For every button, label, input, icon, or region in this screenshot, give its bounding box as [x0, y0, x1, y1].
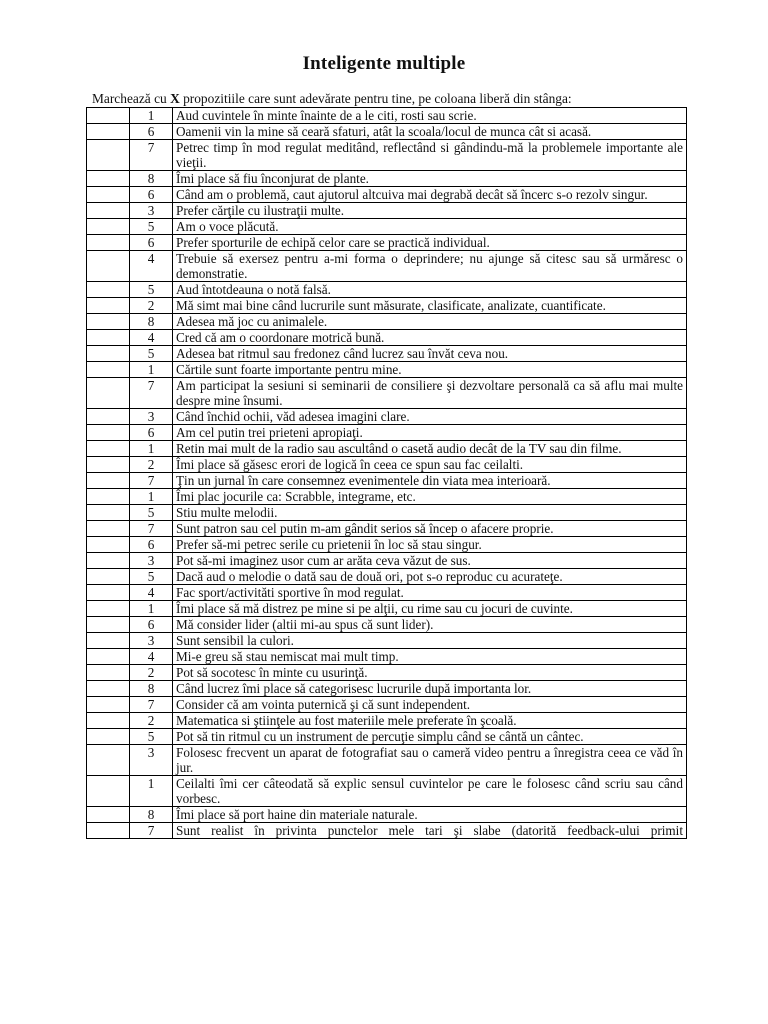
mark-cell[interactable]	[87, 633, 130, 649]
statement-text: Fac sport/activităti sportive în mod regulat.	[173, 585, 687, 601]
statement-text: Îmi place să port haine din materiale naturale.	[173, 807, 687, 823]
statement-text: Adesea bat ritmul sau fredonez când lucrez sau învăt ceva nou.	[173, 346, 687, 362]
table-row	[87, 665, 687, 681]
table-row	[87, 171, 687, 187]
table-row	[87, 219, 687, 235]
mark-cell[interactable]	[87, 457, 130, 473]
mark-cell[interactable]	[87, 251, 130, 282]
table-row	[87, 729, 687, 745]
statement-text: Cred că am o coordonare motrică bună.	[173, 330, 687, 346]
mark-cell[interactable]	[87, 807, 130, 823]
table-row	[87, 697, 687, 713]
statement-text: Retin mai mult de la radio sau ascultând o casetă audio decât de la TV sau din filme.	[173, 441, 687, 457]
category-number: 7	[130, 823, 173, 839]
category-number: 4	[130, 585, 173, 601]
mark-cell[interactable]	[87, 441, 130, 457]
statement-text: Aud întotdeauna o notă falsă.	[173, 282, 687, 298]
category-number: 4	[130, 649, 173, 665]
table-row	[87, 298, 687, 314]
category-number: 6	[130, 235, 173, 251]
table-row	[87, 649, 687, 665]
category-number: 1	[130, 776, 173, 807]
table-row	[87, 569, 687, 585]
mark-cell[interactable]	[87, 569, 130, 585]
mark-cell[interactable]	[87, 649, 130, 665]
table-row	[87, 330, 687, 346]
table-row	[87, 346, 687, 362]
table-row	[87, 362, 687, 378]
table-row	[87, 537, 687, 553]
category-number: 6	[130, 617, 173, 633]
category-number: 2	[130, 457, 173, 473]
category-number: 6	[130, 187, 173, 203]
table-row	[87, 282, 687, 298]
table-row	[87, 505, 687, 521]
table-row	[87, 553, 687, 569]
mark-cell[interactable]	[87, 553, 130, 569]
statement-text: Îmi plac jocurile ca: Scrabble, integrame, etc.	[173, 489, 687, 505]
statement-text: Mă consider lider (altii mi-au spus că sunt lider).	[173, 617, 687, 633]
table-row	[87, 425, 687, 441]
statement-text: Mi-e greu să stau nemiscat mai mult timp.	[173, 649, 687, 665]
category-number: 3	[130, 745, 173, 776]
table-row	[87, 251, 687, 282]
instructions-before: Marchează cu	[92, 91, 171, 106]
statement-text: Am cel putin trei prieteni apropiaţi.	[173, 425, 687, 441]
instructions	[92, 91, 572, 107]
table-row	[87, 314, 687, 330]
statement-text: Cărtile sunt foarte importante pentru mine.	[173, 362, 687, 378]
statement-text: Ceilalti îmi cer câteodată să explic sensul cuvintelor pe care le folosesc când scriu sau când vorbesc.	[173, 776, 687, 807]
statement-text: Când închid ochii, văd adesea imagini clare.	[173, 409, 687, 425]
table-row	[87, 776, 687, 807]
statement-text: Sunt sensibil la culori.	[173, 633, 687, 649]
mark-cell[interactable]	[87, 697, 130, 713]
mark-cell[interactable]	[87, 282, 130, 298]
mark-cell[interactable]	[87, 729, 130, 745]
statement-text: Prefer să-mi petrec serile cu prietenii în loc să stau singur.	[173, 537, 687, 553]
category-number: 6	[130, 537, 173, 553]
category-number: 8	[130, 314, 173, 330]
mark-cell[interactable]	[87, 745, 130, 776]
category-number: 1	[130, 108, 173, 124]
statement-text: Îmi place să mă distrez pe mine si pe alţii, cu rime sau cu jocuri de cuvinte.	[173, 601, 687, 617]
mark-cell[interactable]	[87, 617, 130, 633]
category-number: 3	[130, 409, 173, 425]
mark-cell[interactable]	[87, 140, 130, 171]
category-number: 6	[130, 425, 173, 441]
category-number: 1	[130, 362, 173, 378]
mark-cell[interactable]	[87, 346, 130, 362]
questionnaire-table	[86, 107, 687, 839]
mark-cell[interactable]	[87, 473, 130, 489]
mark-cell[interactable]	[87, 378, 130, 409]
table-row	[87, 823, 687, 839]
category-number: 5	[130, 219, 173, 235]
mark-cell[interactable]	[87, 235, 130, 251]
statement-text: Prefer cărţile cu ilustraţii multe.	[173, 203, 687, 219]
mark-cell[interactable]	[87, 537, 130, 553]
table-row	[87, 601, 687, 617]
statement-text: Dacă aud o melodie o dată sau de două ori, pot s-o reproduc cu acurateţe.	[173, 569, 687, 585]
mark-cell[interactable]	[87, 489, 130, 505]
category-number: 1	[130, 489, 173, 505]
statement-text: Pot să tin ritmul cu un instrument de percuţie simplu când se cântă un cântec.	[173, 729, 687, 745]
statement-text: Trebuie să exersez pentru a-mi forma o deprindere; nu ajunge să citesc sau să urmăresc o demonstratie.	[173, 251, 687, 282]
statement-text: Când lucrez îmi place să categorisesc lucrurile după importanta lor.	[173, 681, 687, 697]
page-title: Inteligente multiple	[302, 53, 466, 74]
statement-text: Pot să-mi imaginez usor cum ar arăta ceva văzut de sus.	[173, 553, 687, 569]
statement-text: Petrec timp în mod regulat meditând, reflectând si gândindu-mă la problemele importante ale vieţii.	[173, 140, 687, 171]
statement-text: Când am o problemă, caut ajutorul altcuiva mai degrabă decât să încerc s-o rezolv singur.	[173, 187, 687, 203]
mark-cell[interactable]	[87, 171, 130, 187]
category-number: 1	[130, 601, 173, 617]
mark-cell[interactable]	[87, 601, 130, 617]
mark-cell[interactable]	[87, 108, 130, 124]
instructions-mark: X	[170, 91, 180, 106]
table-row	[87, 617, 687, 633]
table-row	[87, 108, 687, 124]
statement-text: Consider că am vointa puternică şi că sunt independent.	[173, 697, 687, 713]
category-number: 2	[130, 713, 173, 729]
mark-cell[interactable]	[87, 823, 130, 839]
category-number: 4	[130, 251, 173, 282]
table-row	[87, 124, 687, 140]
category-number: 2	[130, 665, 173, 681]
mark-cell[interactable]	[87, 298, 130, 314]
statement-text: Îmi place să fiu înconjurat de plante.	[173, 171, 687, 187]
table-row	[87, 409, 687, 425]
mark-cell[interactable]	[87, 124, 130, 140]
table-row	[87, 187, 687, 203]
table-row	[87, 203, 687, 219]
category-number: 7	[130, 697, 173, 713]
mark-cell[interactable]	[87, 219, 130, 235]
statement-text: Sunt realist în privinta punctelor mele tari şi slabe (datorită feedback-ului primit	[173, 823, 687, 839]
mark-cell[interactable]	[87, 425, 130, 441]
table-row	[87, 473, 687, 489]
mark-cell[interactable]	[87, 713, 130, 729]
category-number: 5	[130, 282, 173, 298]
mark-cell[interactable]	[87, 505, 130, 521]
statement-text: Ţin un jurnal în care consemnez evenimentele din viata mea interioară.	[173, 473, 687, 489]
mark-cell[interactable]	[87, 585, 130, 601]
table-row	[87, 441, 687, 457]
mark-cell[interactable]	[87, 409, 130, 425]
category-number: 4	[130, 330, 173, 346]
table-row	[87, 713, 687, 729]
mark-cell[interactable]	[87, 521, 130, 537]
statement-text: Am o voce plăcută.	[173, 219, 687, 235]
statement-text: Am participat la sesiuni si seminarii de consiliere şi dezvoltare personală ca să aflu mai multe despre mine însumi.	[173, 378, 687, 409]
mark-cell[interactable]	[87, 681, 130, 697]
category-number: 5	[130, 729, 173, 745]
category-number: 8	[130, 807, 173, 823]
table-row	[87, 745, 687, 776]
category-number: 7	[130, 521, 173, 537]
statement-text: Stiu multe melodii.	[173, 505, 687, 521]
mark-cell[interactable]	[87, 665, 130, 681]
table-row	[87, 378, 687, 409]
table-row	[87, 489, 687, 505]
mark-cell[interactable]	[87, 776, 130, 807]
table-row	[87, 633, 687, 649]
category-number: 8	[130, 171, 173, 187]
statement-text: Sunt patron sau cel putin m-am gândit serios să încep o afacere proprie.	[173, 521, 687, 537]
statement-text: Mă simt mai bine când lucrurile sunt măsurate, clasificate, analizate, cuantificate.	[173, 298, 687, 314]
category-number: 6	[130, 124, 173, 140]
category-number: 7	[130, 473, 173, 489]
statement-text: Adesea mă joc cu animalele.	[173, 314, 687, 330]
statement-text: Oamenii vin la mine să ceară sfaturi, atât la scoala/locul de munca cât si acasă.	[173, 124, 687, 140]
mark-cell[interactable]	[87, 362, 130, 378]
table-row	[87, 807, 687, 823]
statement-text: Folosesc frecvent un aparat de fotografiat sau o cameră video pentru a înregistra ceea ce văd în jur.	[173, 745, 687, 776]
statement-text: Îmi place să găsesc erori de logică în ceea ce spun sau fac ceilalti.	[173, 457, 687, 473]
statement-text: Prefer sporturile de echipă celor care se practică individual.	[173, 235, 687, 251]
table-row	[87, 681, 687, 697]
category-number: 8	[130, 681, 173, 697]
mark-cell[interactable]	[87, 187, 130, 203]
table-row	[87, 457, 687, 473]
mark-cell[interactable]	[87, 330, 130, 346]
category-number: 3	[130, 633, 173, 649]
statement-text: Pot să socotesc în minte cu usurinţă.	[173, 665, 687, 681]
category-number: 5	[130, 505, 173, 521]
mark-cell[interactable]	[87, 314, 130, 330]
category-number: 3	[130, 553, 173, 569]
category-number: 5	[130, 346, 173, 362]
table-row	[87, 585, 687, 601]
category-number: 1	[130, 441, 173, 457]
category-number: 3	[130, 203, 173, 219]
table-row	[87, 521, 687, 537]
table-row	[87, 235, 687, 251]
mark-cell[interactable]	[87, 203, 130, 219]
statement-text: Matematica si ştiinţele au fost materiile mele preferate în şcoală.	[173, 713, 687, 729]
statement-text: Aud cuvintele în minte înainte de a le citi, rosti sau scrie.	[173, 108, 687, 124]
category-number: 5	[130, 569, 173, 585]
category-number: 7	[130, 140, 173, 171]
category-number: 2	[130, 298, 173, 314]
table-row	[87, 140, 687, 171]
instructions-after: propozitiile care sunt adevărate pentru tine, pe coloana liberă din stânga:	[179, 91, 572, 106]
category-number: 7	[130, 378, 173, 409]
